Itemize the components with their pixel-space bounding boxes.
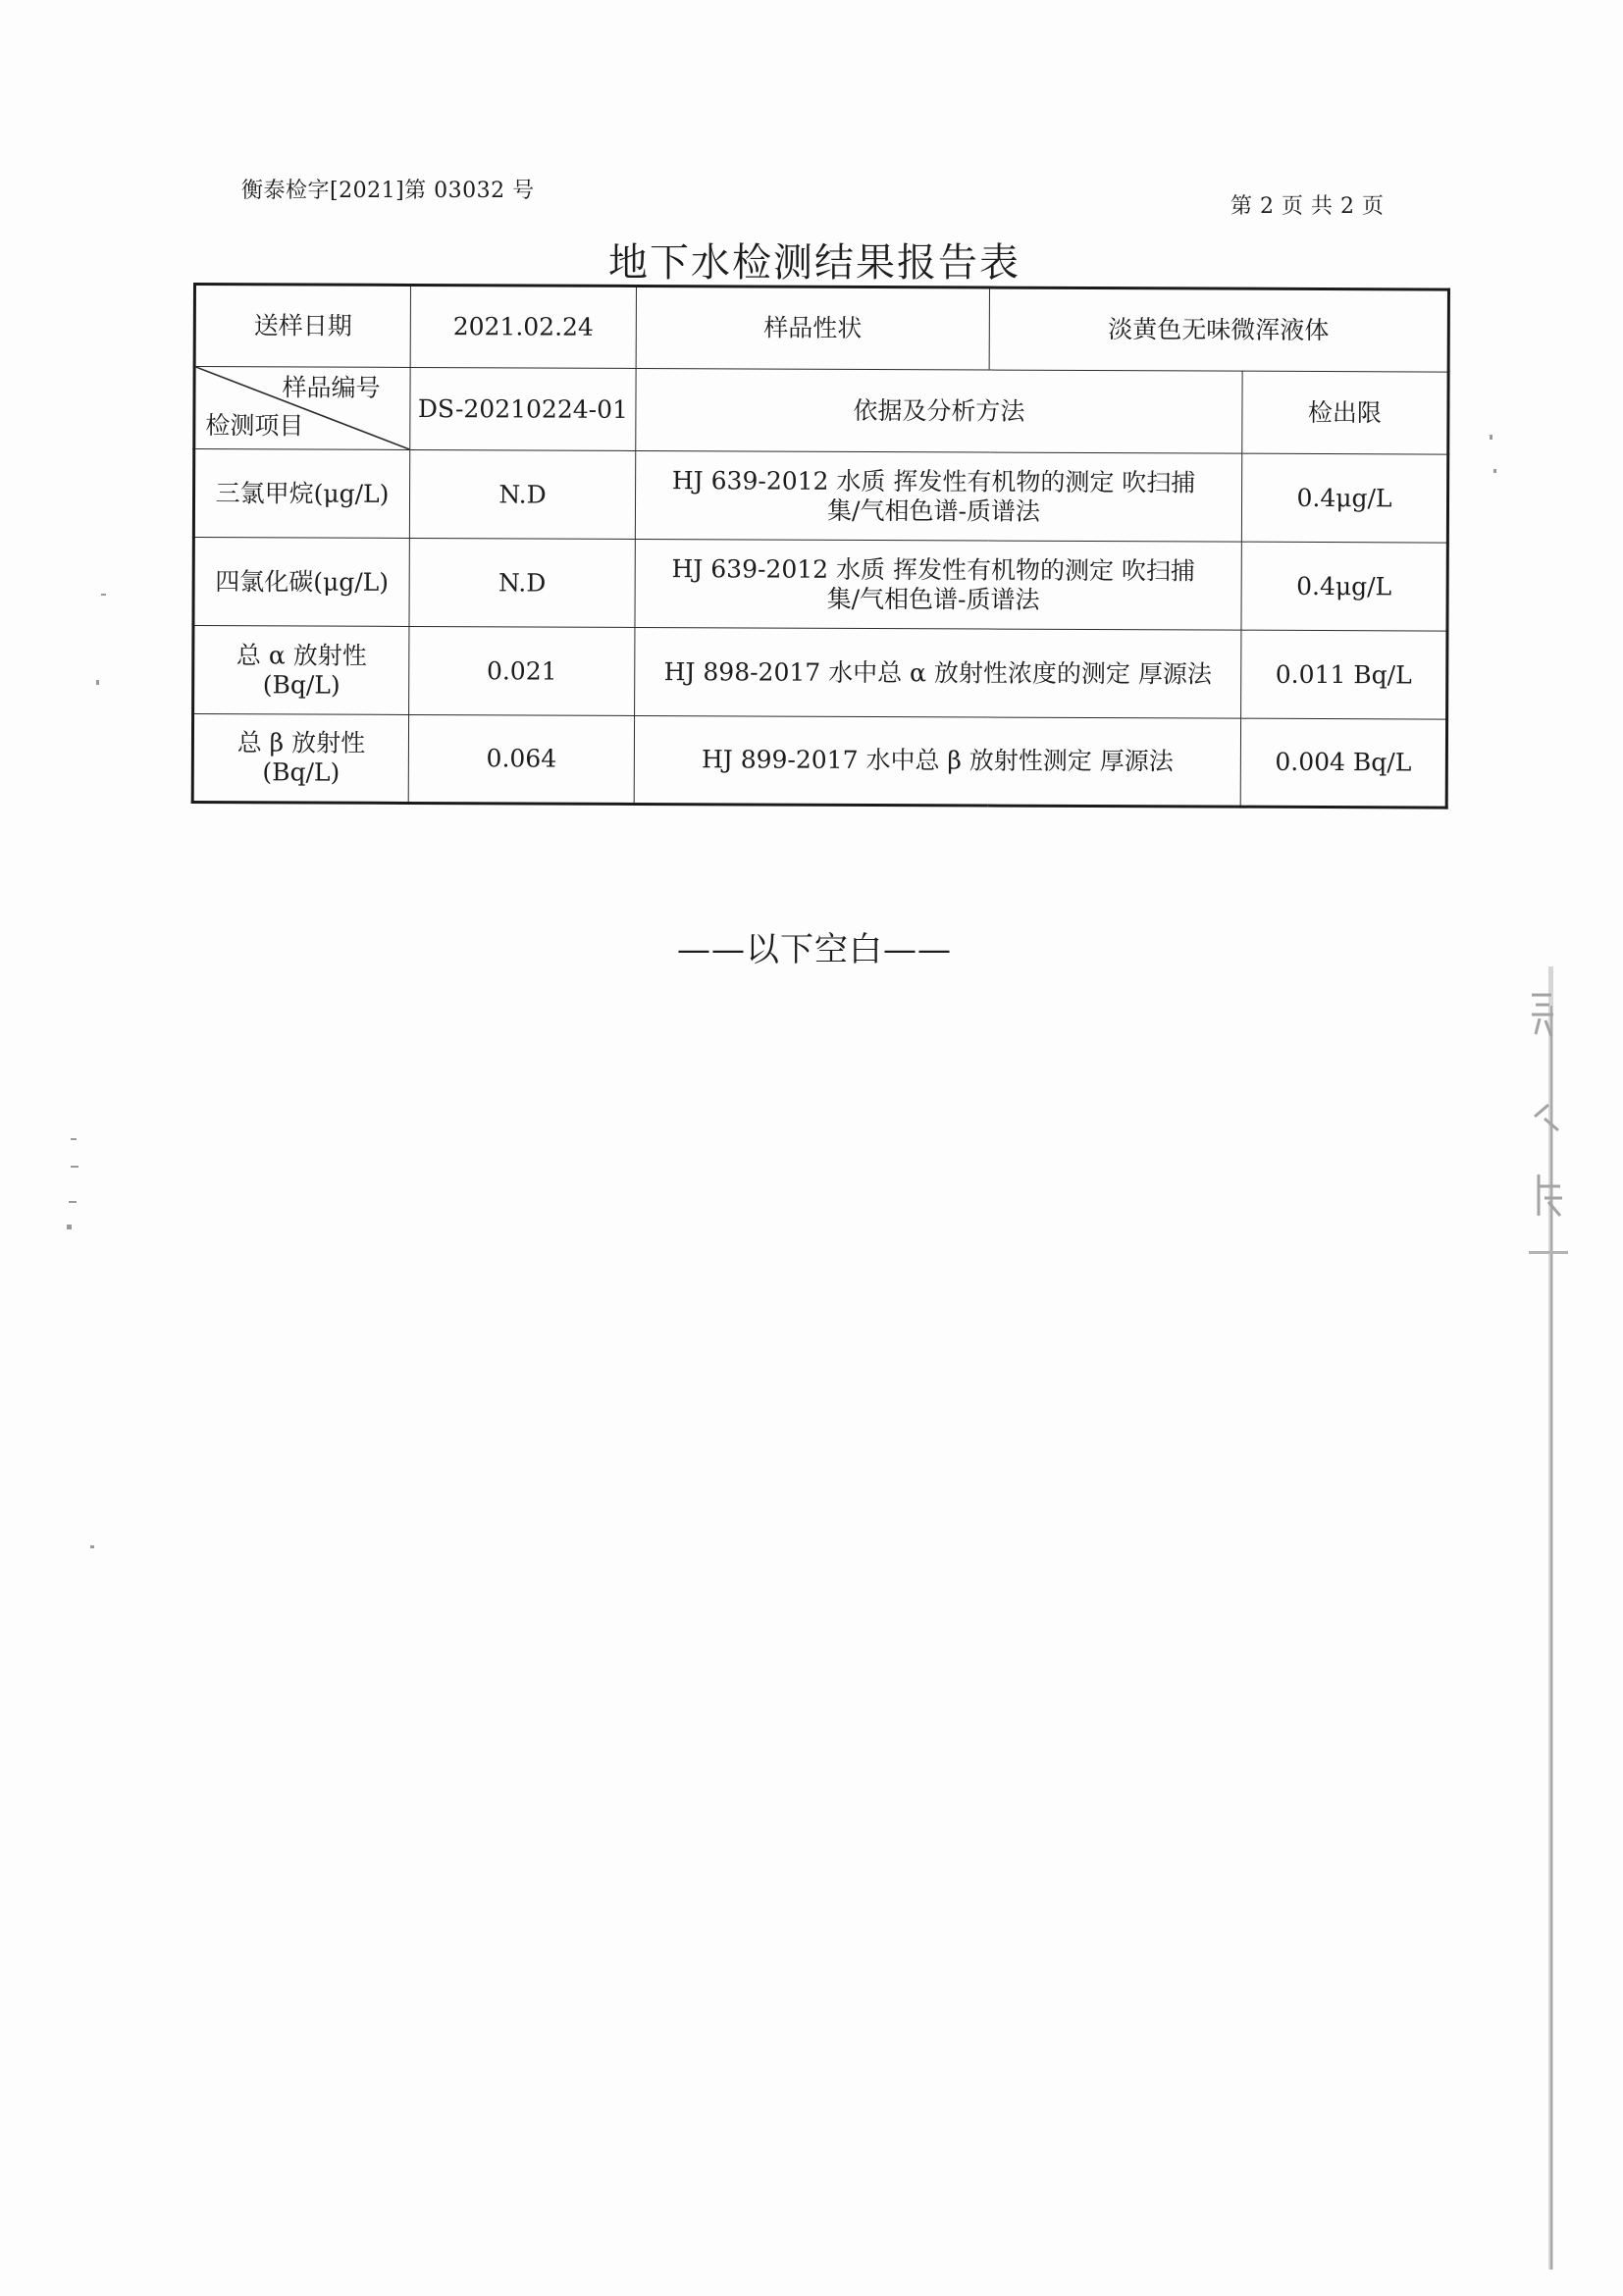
method-line-2: 集/气相色谱-质谱法 [826,584,1040,614]
scan-speck [71,1138,77,1140]
scan-speck [1493,469,1496,473]
corner-header-cell [194,367,410,450]
scan-edge-line [1533,966,1562,2270]
scan-speck [69,1201,77,1203]
result-value: N.D [409,538,635,627]
test-item [193,626,409,715]
result-value: 0.021 [409,626,635,715]
analysis-method [635,450,1241,542]
scan-speck [101,594,106,596]
scan-speck [90,1545,94,1548]
corner-test-item-label: 检测项目 [205,411,304,441]
scan-speck [71,1166,79,1168]
detection-limit: 0.4μg/L [1241,453,1447,543]
test-item-unit: (Bq/L) [262,757,340,787]
analysis-method [635,627,1241,718]
limit-header: 检出限 [1242,371,1448,454]
method-line-1: HJ 899-2017 水中总 β 放射性测定 厚源法 [701,745,1174,776]
method-header: 依据及分析方法 [636,368,1242,453]
method-line-1: HJ 898-2017 水中总 α 放射性浓度的测定 厚源法 [663,656,1212,689]
table-row [193,449,1447,544]
test-item-name: 总 β 放射性 [236,728,366,757]
test-item-name: 三氯甲烷(μg/L) [215,478,390,508]
seal-fragment [1526,991,1565,1030]
method-line-1: HJ 639-2012 水质 挥发性有机物的测定 吹扫捕 [671,553,1195,585]
results-table [191,283,1450,809]
scan-speck [67,1225,72,1229]
test-item [193,538,409,627]
report-title: 地下水检测结果报告表 [608,240,1021,286]
test-item [193,449,409,539]
sample-code-value: DS-20210224-01 [410,367,636,450]
result-value: 0.064 [408,714,634,804]
table-row [193,538,1447,632]
send-date-value: 2021.02.24 [410,285,636,368]
scan-edge-strip [1533,966,1562,2270]
end-of-content-note: ——以下空白—— [677,930,952,969]
method-line-1: HJ 639-2012 水质 挥发性有机物的测定 吹扫捕 [671,465,1196,496]
corner-sample-code-label: 样品编号 [282,373,381,402]
table-row-sample-info [194,285,1448,373]
test-item-name: 总 α 放射性 [236,640,367,670]
method-line-2: 集/气相色谱-质谱法 [826,496,1040,526]
table-row [192,714,1446,809]
seal-fragment [1531,1097,1566,1136]
test-item-unit: (Bq/L) [262,669,340,700]
page-indicator: 第 2 页 共 2 页 [1230,194,1385,219]
report-number: 衡泰检字[2021]第 03032 号 [241,179,535,203]
detection-limit: 0.011 Bq/L [1241,630,1447,719]
table-row-header [194,367,1448,455]
analysis-method [634,715,1240,807]
results-table-container [191,283,1447,809]
send-date-label: 送样日期 [194,285,410,368]
scan-speck [1490,435,1492,440]
detection-limit: 0.4μg/L [1241,542,1447,631]
analysis-method [635,539,1241,630]
result-value: N.D [409,449,635,539]
test-item-name: 四氯化碳(μg/L) [215,566,390,597]
table-row [193,626,1447,720]
scan-speck [1529,1251,1568,1254]
sample-state-label: 样品性状 [636,286,989,370]
seal-fragment [1531,1173,1570,1222]
test-item [192,714,408,804]
scan-speck [96,680,99,685]
detection-limit: 0.004 Bq/L [1240,718,1446,808]
sample-state-value: 淡黄色无味微浑液体 [989,287,1448,372]
